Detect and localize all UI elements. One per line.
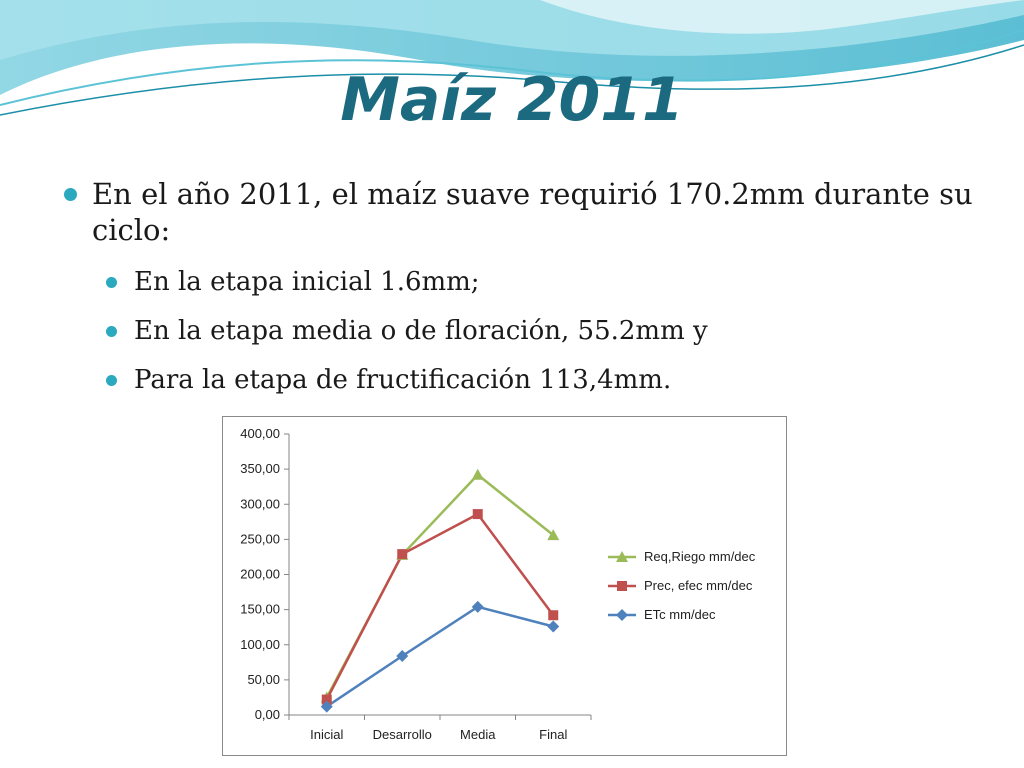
legend-marker xyxy=(617,581,627,591)
y-tick-label: 400,00 xyxy=(240,426,280,441)
y-tick-label: 350,00 xyxy=(240,461,280,477)
sub-bullet-text: En la etapa media o de floración, 55.2mm y xyxy=(134,316,708,346)
bullet-item xyxy=(60,176,980,248)
sub-bullet-text: En la etapa inicial 1.6mm; xyxy=(134,267,480,297)
y-tick-label: 300,00 xyxy=(240,496,280,512)
y-tick-label: 0,00 xyxy=(254,707,280,722)
series-line xyxy=(327,514,554,699)
bullet-list xyxy=(60,176,980,413)
series-line xyxy=(327,607,554,707)
line-chart xyxy=(223,417,786,755)
bullet-dot-icon xyxy=(106,277,117,288)
sub-bullet-text: Para la etapa de fructificación 113,4mm. xyxy=(134,365,672,395)
sub-bullet-item xyxy=(60,315,980,347)
slide-title: Maíz 2011 xyxy=(340,65,684,135)
bullet-dot-icon xyxy=(64,188,77,201)
y-tick-label: 100,00 xyxy=(240,636,280,652)
data-point xyxy=(547,620,559,632)
data-point xyxy=(548,610,558,620)
bullet-text: En el año 2011, el maíz suave requirió 170.2mm durante su ciclo: xyxy=(92,177,973,247)
series-line xyxy=(327,475,554,698)
legend-label: ETc mm/dec xyxy=(644,607,716,622)
y-tick-label: 200,00 xyxy=(240,566,280,582)
sub-bullet-item xyxy=(60,266,980,298)
x-tick-label: Media xyxy=(460,727,496,742)
x-tick-label: Desarrollo xyxy=(372,727,432,742)
legend-label: Req,Riego mm/dec xyxy=(644,549,756,564)
y-tick-label: 50,00 xyxy=(247,671,280,687)
data-point xyxy=(472,469,484,480)
y-tick-label: 250,00 xyxy=(240,531,280,547)
sub-bullet-group xyxy=(60,266,980,396)
data-point xyxy=(473,509,483,519)
y-tick-label: 150,00 xyxy=(240,601,280,617)
legend-marker xyxy=(616,609,628,621)
data-point xyxy=(397,549,407,559)
bullet-dot-icon xyxy=(106,375,117,386)
x-tick-label: Final xyxy=(539,727,568,742)
x-tick-label: Inicial xyxy=(310,727,344,742)
sub-bullet-list xyxy=(60,266,980,396)
sub-bullet-item xyxy=(60,364,980,396)
bullet-dot-icon xyxy=(106,326,117,337)
legend-label: Prec, efec mm/dec xyxy=(644,578,753,593)
chart-frame xyxy=(222,416,787,756)
